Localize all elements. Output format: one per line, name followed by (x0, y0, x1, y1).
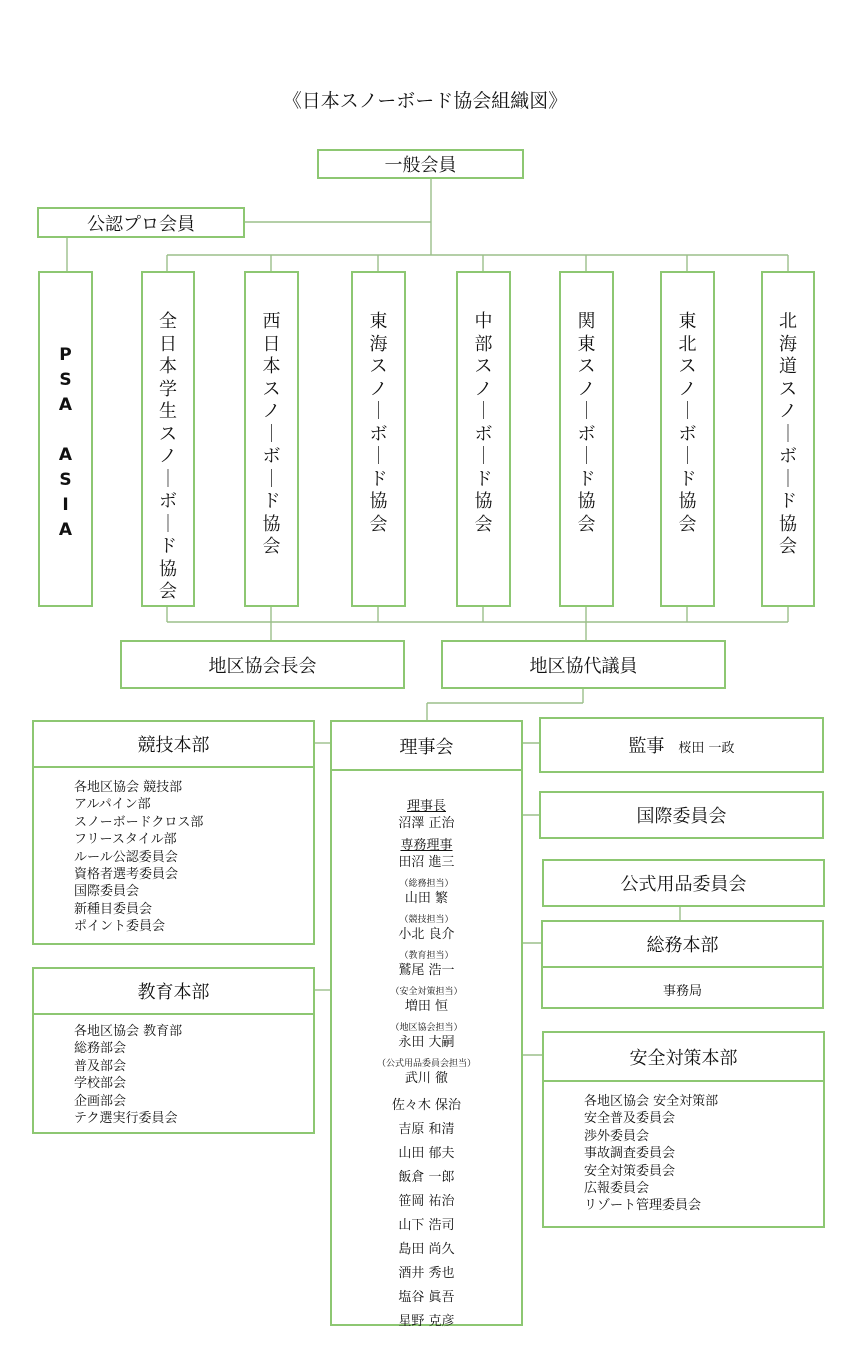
education-item: 学校部会 (74, 1076, 127, 1092)
board-member-name: 山下 浩司 (398, 1218, 455, 1233)
association-label: 中 部 ス ノ ｜ ボ ｜ ド 協 会 (474, 311, 493, 535)
board-officer (332, 1058, 521, 1088)
education-title: 教育本部 (34, 969, 313, 1015)
regional-chairs-box (120, 640, 405, 689)
officer-name: 田沼 進三 (398, 855, 455, 870)
board-officer (332, 1022, 521, 1052)
competition-item: 国際委員会 (74, 884, 140, 900)
competition-item: 新種目委員会 (74, 901, 153, 917)
regional-delegates-box (441, 640, 726, 689)
safety-item: 各地区協会 安全対策部 (584, 1094, 719, 1109)
safety-list (584, 1093, 718, 1215)
board-officer (332, 986, 521, 1016)
officer-name: 沼澤 正治 (398, 816, 455, 831)
association-label: 東 北 ス ノ ｜ ボ ｜ ド 協 会 (678, 311, 697, 535)
board-members (332, 798, 521, 1334)
regional-delegates-label: 地区協代議員 (529, 655, 638, 677)
officer-name: 鷲尾 浩一 (398, 963, 455, 978)
regional-chairs-label: 地区協会長会 (208, 655, 317, 677)
competition-item: ルール公認委員会 (74, 849, 178, 865)
board-member-name: 吉原 和清 (398, 1122, 455, 1137)
competition-item: アルパイン部 (74, 797, 151, 813)
board-member-name: 星野 克彦 (398, 1314, 455, 1329)
board-officer (332, 914, 521, 944)
international-committee-label: 国際委員会 (636, 806, 727, 827)
competition-item: 各地区協会 競技部 (74, 780, 183, 795)
equipment-committee-label: 公式用品委員会 (620, 874, 747, 895)
association-label: 西 日 本 ス ノ ｜ ボ ｜ ド 協 会 (262, 311, 281, 557)
safety-item: 広報委員会 (584, 1181, 650, 1197)
officer-role: 理事長 (406, 799, 446, 814)
auditor-name: 桜田 一政 (678, 741, 735, 756)
association-box (559, 271, 614, 607)
board-member-name: 笹岡 祐治 (398, 1194, 455, 1209)
safety-title: 安全対策本部 (544, 1033, 823, 1082)
safety-division (542, 1031, 825, 1228)
association-box (351, 271, 406, 607)
board-member-name: 酒井 秀也 (398, 1266, 455, 1281)
officer-duty: （教育担当） (399, 951, 454, 961)
competition-item: 資格者選考委員会 (74, 867, 179, 883)
certified-pro-box (37, 207, 245, 238)
psa-asia-box (38, 271, 93, 607)
board-member-name: 山田 郁夫 (398, 1146, 455, 1161)
safety-item: 安全対策委員会 (584, 1163, 676, 1179)
association-label: 北 海 道 ス ノ ｜ ボ ｜ ド 協 会 (779, 311, 797, 557)
board-member-name: 佐々木 保治 (391, 1098, 462, 1113)
board-officer (332, 878, 521, 908)
association-box (244, 271, 299, 607)
auditor-box (539, 717, 824, 773)
international-committee-box (539, 791, 824, 839)
officer-duty: （競技担当） (399, 915, 454, 925)
association-label: 全 日 本 学 生 ス ノ ｜ ボ ｜ ド 協 会 (159, 311, 177, 602)
equipment-committee-box (542, 859, 825, 907)
competition-title: 競技本部 (34, 722, 313, 768)
officer-name: 山田 繁 (404, 891, 449, 906)
competition-item: フリースタイル部 (74, 832, 177, 848)
education-item: 総務部会 (74, 1041, 127, 1057)
education-item: 普及部会 (74, 1058, 127, 1074)
general-affairs-division (541, 920, 824, 1009)
safety-item: 事故調査委員会 (584, 1146, 676, 1162)
officer-duty: （地区協会担当） (390, 1023, 463, 1033)
association-label: 関 東 ス ノ ｜ ボ ｜ ド 協 会 (577, 311, 596, 535)
competition-division (32, 720, 315, 945)
board-box (330, 720, 523, 1329)
general-members-label: 一般会員 (384, 155, 457, 176)
education-item: 各地区協会 教育部 (74, 1024, 183, 1039)
officer-name: 武川 徹 (404, 1071, 449, 1086)
officer-duty: （公式用品委員会担当） (376, 1059, 476, 1069)
education-item: テク選実行委員会 (74, 1111, 178, 1127)
education-division (32, 967, 315, 1134)
education-list (74, 1023, 182, 1127)
psa-asia-label: P S A A S I A (58, 345, 73, 540)
officer-duty: （安全対策担当） (390, 987, 463, 997)
officer-name: 永田 大嗣 (398, 1035, 455, 1050)
officer-duty: （総務担当） (399, 879, 454, 889)
association-box (660, 271, 715, 607)
board-member-name: 島田 尚久 (398, 1242, 455, 1257)
education-item: 企画部会 (74, 1093, 127, 1109)
general-affairs-office: 事務局 (662, 984, 702, 999)
competition-list (74, 779, 203, 936)
board-title: 理事会 (332, 722, 521, 771)
general-affairs-title: 総務本部 (543, 922, 822, 968)
competition-item: スノーボードクロス部 (74, 814, 204, 830)
officer-name: 増田 恒 (404, 999, 449, 1014)
officer-name: 小北 良介 (398, 927, 455, 942)
board-member-name: 塩谷 眞吾 (398, 1290, 455, 1305)
association-box (456, 271, 511, 607)
competition-item: ポイント委員会 (74, 919, 166, 935)
certified-pro-label: 公認プロ会員 (87, 213, 195, 235)
board-member-name: 飯倉 一郎 (398, 1170, 455, 1185)
board-officer (332, 798, 521, 833)
association-box (141, 271, 195, 607)
safety-item: リゾート管理委員会 (584, 1198, 702, 1214)
association-label: 東 海 ス ノ ｜ ボ ｜ ド 協 会 (369, 311, 388, 535)
safety-item: 安全普及委員会 (584, 1111, 676, 1127)
safety-item: 渉外委員会 (584, 1128, 650, 1144)
page-title: 《日本スノーボード協会組織図》 (282, 90, 568, 112)
board-officer (332, 837, 521, 872)
officer-role: 専務理事 (400, 838, 453, 853)
auditor-label: 監事 (628, 736, 665, 757)
association-box (761, 271, 815, 607)
general-members-box (317, 149, 524, 179)
board-officer (332, 950, 521, 980)
